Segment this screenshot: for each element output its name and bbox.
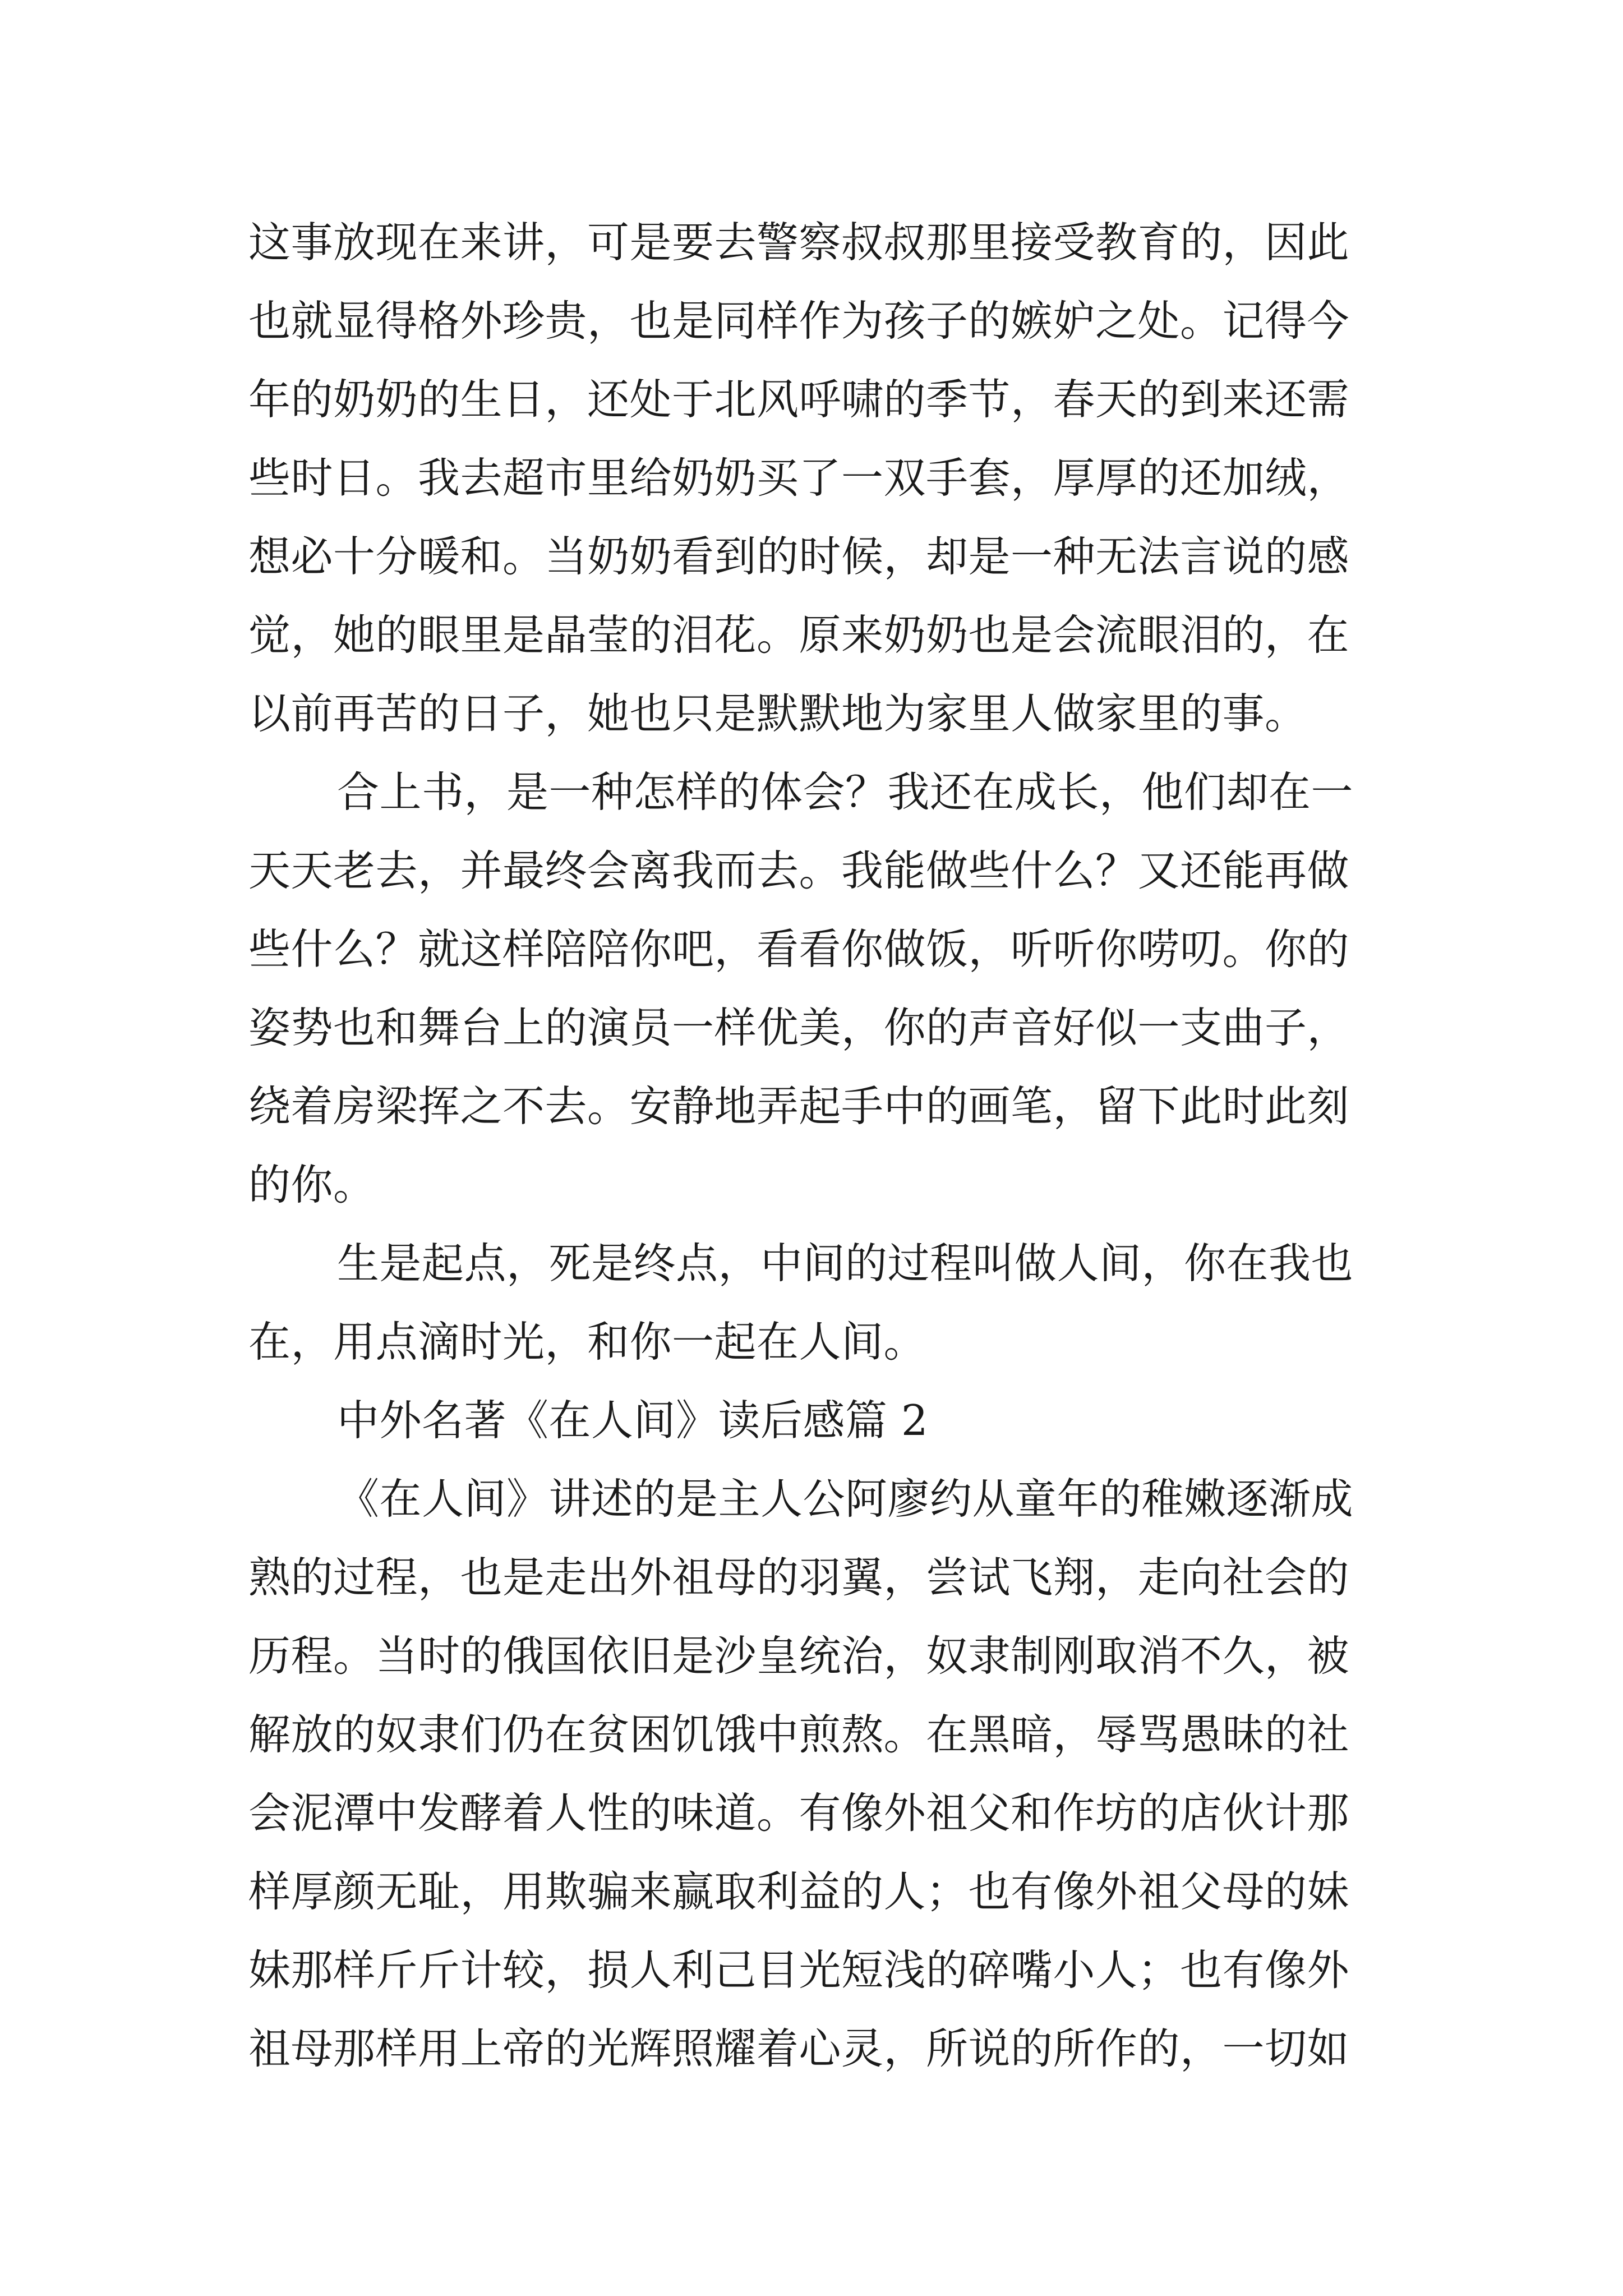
text-line: 以前再苦的日子，她也只是默默地为家里人做家里的事。 xyxy=(248,689,1307,738)
text-line: 些时日。我去超市里给奶奶买了一双手套，厚厚的还加绒， xyxy=(248,453,1350,503)
section-heading xyxy=(248,1381,1387,1460)
text-line: 些什么？就这样陪陪你吧，看看你做饭，听听你唠叨。你的 xyxy=(248,924,1350,974)
text-line: 年的奶奶的生日，还处于北风呼啸的季节，春天的到来还需 xyxy=(248,375,1350,424)
text-line: 这事放现在来讲，可是要去警察叔叔那里接受教育的，因此 xyxy=(248,218,1350,267)
text-line: 祖母那样用上帝的光辉照耀着心灵，所说的所作的，一切如 xyxy=(248,2024,1350,2073)
paragraph-life-and-death xyxy=(248,1224,1387,1381)
text-line: 想必十分暖和。当奶奶看到的时候，却是一种无法言说的感 xyxy=(248,532,1350,581)
paragraph-continuation xyxy=(248,203,1387,753)
text-line: 熟的过程，也是走出外祖母的羽翼，尝试飞翔，走向社会的 xyxy=(248,1553,1350,1602)
text-line: 的你。 xyxy=(248,1160,376,1209)
text-line: 在，用点滴时光，和你一起在人间。 xyxy=(248,1317,926,1366)
text-line: 天天老去，并最终会离我而去。我能做些什么？又还能再做 xyxy=(248,846,1350,895)
paragraph-review-2 xyxy=(248,1460,1387,2088)
text-line: 会泥潭中发酵着人性的味道。有像外祖父和作坊的店伙计那 xyxy=(248,1788,1350,1838)
text-line: 妹那样斤斤计较，损人利己目光短浅的碎嘴小人；也有像外 xyxy=(248,1945,1350,1995)
text-line: 样厚颜无耻，用欺骗来赢取利益的人；也有像外祖父母的妹 xyxy=(248,1867,1350,1916)
heading-line: 中外名著《在人间》读后感篇 2 xyxy=(337,1396,929,1445)
text-line: 历程。当时的俄国依旧是沙皇统治，奴隶制刚取消不久，被 xyxy=(248,1631,1350,1681)
text-line: 绕着房梁挥之不去。安静地弄起手中的画笔，留下此时此刻 xyxy=(248,1082,1350,1131)
paragraph-closing-book xyxy=(248,753,1387,1224)
text-line: 姿势也和舞台上的演员一样优美，你的声音好似一支曲子， xyxy=(248,1003,1350,1052)
body-text xyxy=(248,203,1387,2088)
text-line: 合上书，是一种怎样的体会？我还在成长，他们却在一 xyxy=(337,767,1354,817)
text-line: 《在人间》讲述的是主人公阿廖约从童年的稚嫩逐渐成 xyxy=(337,1474,1354,1524)
text-line: 解放的奴隶们仍在贫困饥饿中煎熬。在黑暗，辱骂愚昧的社 xyxy=(248,1710,1350,1759)
text-line: 觉，她的眼里是晶莹的泪花。原来奶奶也是会流眼泪的，在 xyxy=(248,610,1350,660)
text-line: 也就显得格外珍贵，也是同样作为孩子的嫉妒之处。记得今 xyxy=(248,296,1350,346)
text-line: 生是起点，死是终点，中间的过程叫做人间，你在我也 xyxy=(337,1239,1354,1288)
